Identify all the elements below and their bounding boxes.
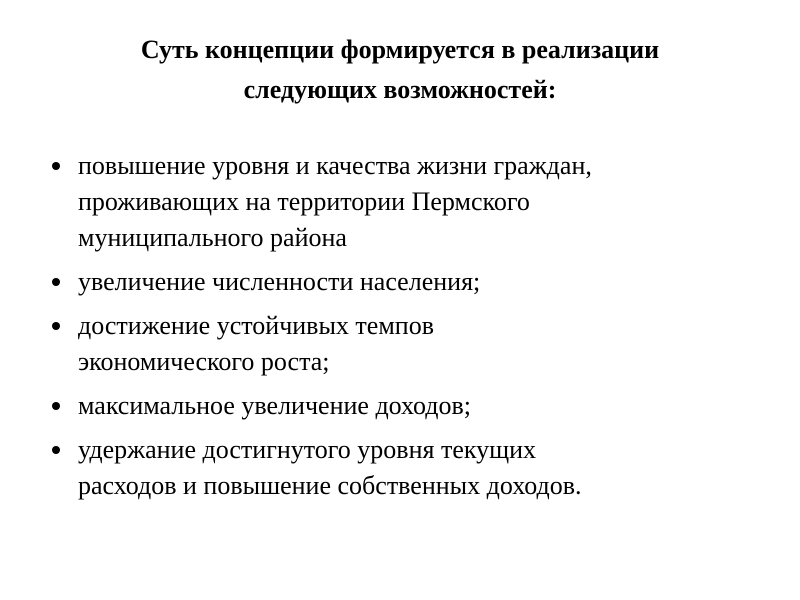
bullet-item bbox=[40, 388, 760, 424]
title-line: Суть концепции формируется в реализации bbox=[140, 35, 660, 64]
bullet-text bbox=[78, 264, 760, 300]
bullet-icon bbox=[52, 446, 60, 454]
bullet-text bbox=[78, 148, 760, 256]
bullet-line: достижение устойчивых темпов bbox=[78, 311, 434, 340]
bullet-item bbox=[40, 308, 760, 380]
bullet-line: повышение уровня и качества жизни граждан, bbox=[78, 151, 592, 180]
bullet-line: экономического роста; bbox=[78, 347, 330, 376]
bullet-line: максимальное увеличение доходов; bbox=[78, 391, 472, 420]
title-line: следующих возможностей: bbox=[243, 75, 557, 104]
slide-title bbox=[60, 30, 740, 110]
bullet-text bbox=[78, 308, 760, 380]
bullet-icon bbox=[52, 162, 60, 170]
bullet-icon bbox=[52, 278, 60, 286]
bullet-text bbox=[78, 388, 760, 424]
bullet-text bbox=[78, 432, 760, 504]
bullet-icon bbox=[52, 402, 60, 410]
bullet-item bbox=[40, 148, 760, 256]
bullet-line: муниципального района bbox=[78, 223, 347, 252]
bullet-line: проживающих на территории Пермского bbox=[78, 187, 530, 216]
bullet-icon bbox=[52, 322, 60, 330]
bullet-list bbox=[40, 148, 760, 512]
bullet-line: удержание достигнутого уровня текущих bbox=[78, 435, 537, 464]
bullet-line: расходов и повышение собственных доходов. bbox=[78, 471, 582, 500]
bullet-item bbox=[40, 264, 760, 300]
bullet-line: увеличение численности населения; bbox=[78, 267, 481, 296]
bullet-item bbox=[40, 432, 760, 504]
